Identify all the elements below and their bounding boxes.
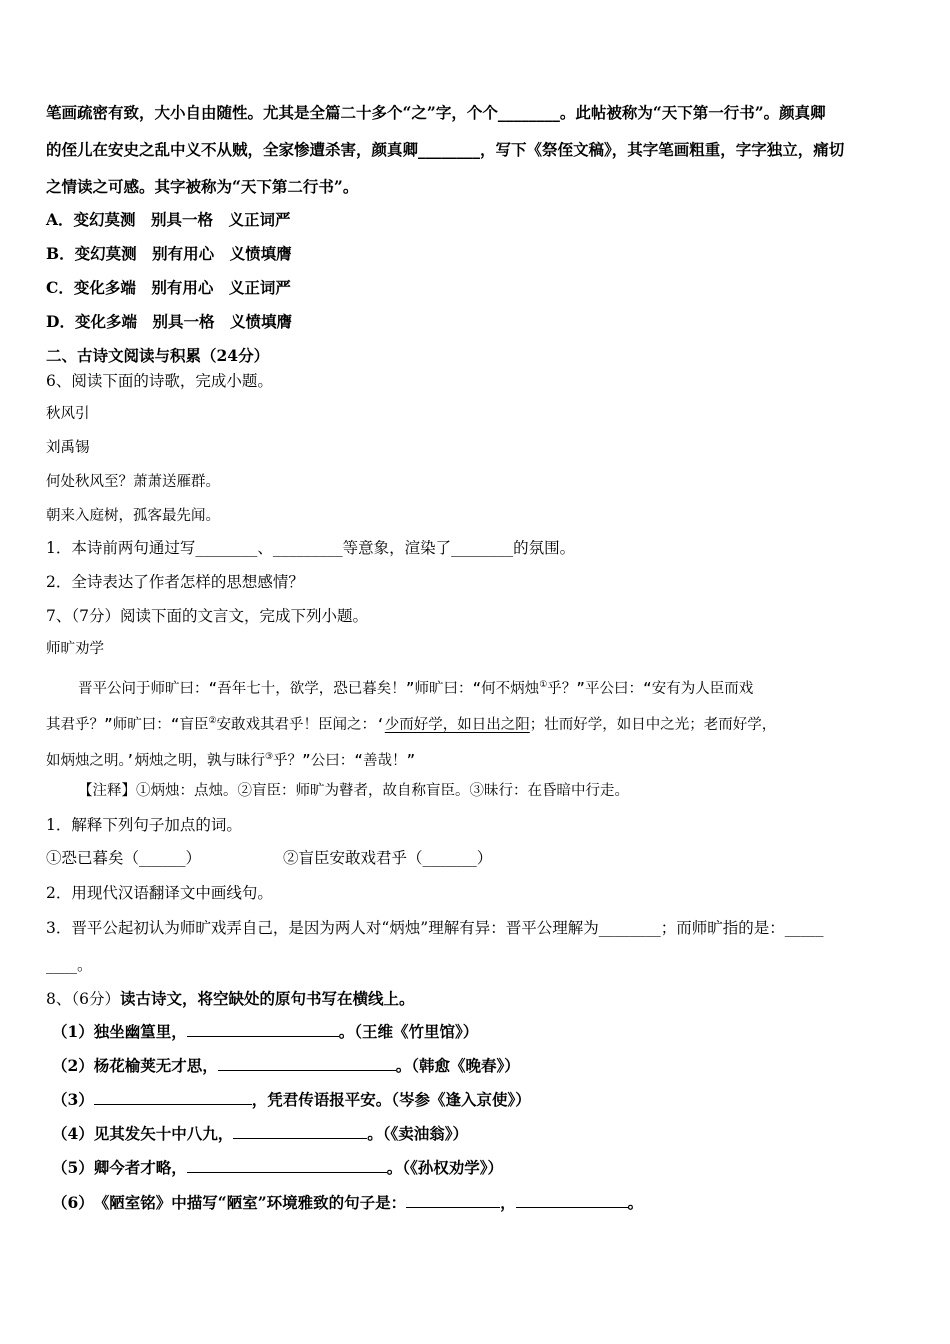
q7-intro: 7、（7分）阅读下面的文言文，完成下列小题。 [46,607,368,625]
underlined-sentence: 少而好学，如日出之阳 [384,717,530,733]
q7-sub1-item-b: ②盲臣安敢戏君乎（_______） [283,849,493,867]
passage-line-1: 晋平公问于师旷曰：“吾年七十，欲学，恐已暮矣！”师旷曰：“何不炳烛①乎？”平公曰：“安有为人臣而戏 [78,680,754,697]
poem-verse-1: 何处秋风至？萧萧送雁群。 [46,474,220,490]
q8-item-4: （4）见其发矢十中八九， 。（《卖油翁》） [52,1124,469,1143]
note-mark-3: ③ [264,752,274,762]
answer-blank-6b[interactable] [516,1193,628,1208]
note-mark-2: ② [208,716,217,726]
answer-blank-2[interactable] [218,1056,396,1071]
answer-blank-6a[interactable] [406,1193,500,1208]
q7-sub1-items [46,848,910,868]
q5-option-a[interactable]: A．变幻莫测 别具一格 义正词严 [46,210,291,229]
answer-blank-4[interactable] [233,1124,367,1139]
q6-intro: 6、阅读下面的诗歌，完成小题。 [46,372,273,390]
q5-option-b[interactable]: B．变幻莫测 别有用心 义愤填膺 [46,244,292,263]
q8-item-2: （2）杨花榆荚无才思， 。（韩愈《晚春》） [52,1056,520,1075]
q8-intro: 8、（6分）读古诗文，将空缺处的原句书写在横线上。 [46,989,415,1008]
q7-sub1: 1．解释下列句子加点的词。 [46,816,242,834]
passage-line-3: 如炳烛之明。’炳烛之明，孰与昧行③乎？”公曰：“善哉！” [46,752,416,769]
note-mark-1: ① [539,680,548,690]
passage-line-2: 其君乎？”师旷曰：“盲臣②安敢戏其君乎！臣闻之：‘少而好学，如日出之阳；壮而好学，如日中之光；老而好学， [46,716,777,733]
q6-sub1: 1．本诗前两句通过写________、_________等意象，渲染了________的氛围。 [46,539,576,557]
poem-author: 刘禹锡 [46,440,90,456]
poem-title: 秋风引 [46,406,90,422]
q7-sub3-cont: ____。 [46,956,93,974]
q5-text-line1: 笔画疏密有致，大小自由随性。尤其是全篇二十多个“之”字，个个________。此帖被称为“天下第一行书”。颜真卿 [46,103,826,122]
q8-item-6: （6） 《陋室铭》中描写“陋室”环境雅致的句子是： ， 。 [52,1193,644,1212]
answer-blank-1[interactable] [187,1022,339,1037]
q7-sub3: 3．晋平公起初认为师旷戏弄自己，是因为两人对“炳烛”理解有异：晋平公理解为________；而师旷指的是：_____ [46,919,824,937]
q7-sub1-item-a: ①恐已暮矣（______） [46,849,202,867]
q5-text-line3: 之情读之可感。其字被称为“天下第二行书”。 [46,177,359,196]
q8-item-3: （3） ，凭君传语报平安。（岑参《逢入京使》） [52,1090,531,1109]
q7-sub2: 2．用现代汉语翻译文中画线句。 [46,884,273,902]
q5-text-line2: 的侄儿在安史之乱中义不从贼，全家惨遭杀害，颜真卿________，写下《祭侄文稿》，其字笔画粗重，字字独立，痛切 [46,140,845,159]
poem-verse-2: 朝来入庭树，孤客最先闻。 [46,508,220,524]
answer-blank-5[interactable] [187,1158,387,1173]
section-2-title: 二、古诗文阅读与积累（24分） [46,346,270,365]
answer-blank-3[interactable] [94,1090,252,1105]
q6-sub2: 2．全诗表达了作者怎样的思想感情？ [46,573,304,591]
q5-option-c[interactable]: C．变化多端 别有用心 义正词严 [46,278,291,297]
passage-title: 师旷劝学 [46,641,104,657]
q5-option-d[interactable]: D．变化多端 别具一格 义愤填膺 [46,312,292,331]
q8-item-1: （1）独坐幽篁里， 。（王维《竹里馆》） [52,1022,479,1041]
passage-notes: 【注释】①炳烛：点烛。②盲臣：师旷为瞽者，故自称盲臣。③昧行：在昏暗中行走。 [78,783,629,799]
q8-item-5: （5）卿今者才略， 。（《孙权劝学》） [52,1158,504,1177]
